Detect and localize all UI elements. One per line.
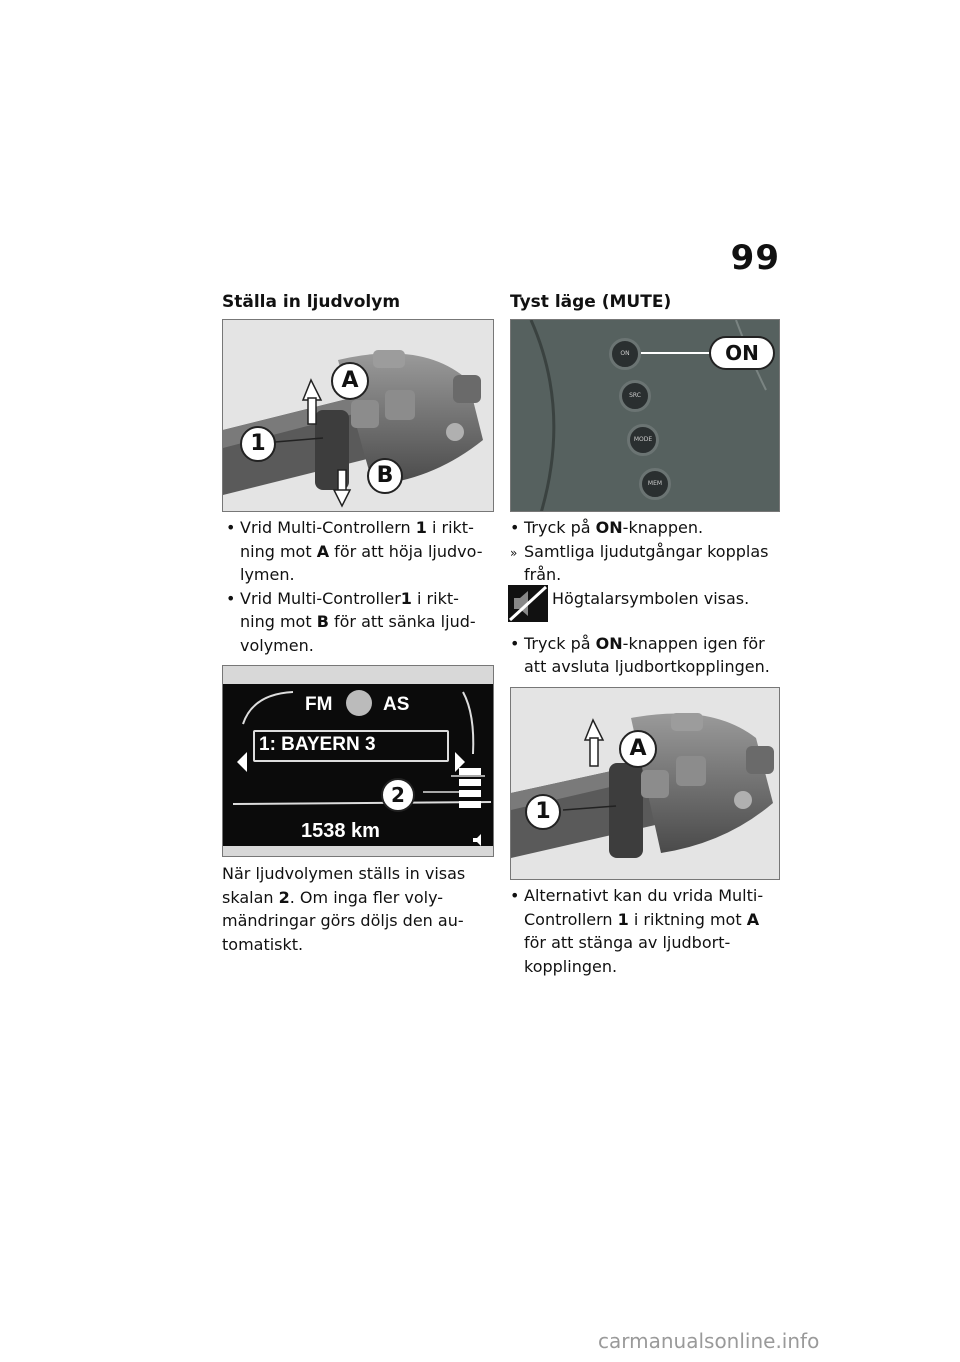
text: Tryck på [524,633,596,653]
line [226,634,482,658]
line [226,563,482,587]
section-heading-mute: Tyst läge (MUTE) [510,292,672,312]
text: tomatiskt. [222,934,304,954]
button-panel-figure [510,319,780,512]
page-number: 99 [730,238,780,278]
text: från. [524,565,562,584]
display-screen [223,684,494,846]
section-heading-volume: Ställa in ljudvolym [222,292,401,312]
text: mändringar görs döljs den au- [222,911,464,930]
text: i rikt- [426,518,474,537]
line [510,563,770,587]
spacer [510,610,770,634]
text: i rikt- [411,588,459,608]
callout-a: A [331,362,369,400]
text: Högtalarsymbolen visas. [552,588,750,608]
station-name: 1: BAYERN 3 [259,734,376,755]
result-arrow-icon: » [510,545,518,560]
bullet-icon: • [510,518,520,537]
ref-2: 2 [278,887,290,907]
text: skalan [222,887,279,907]
text: Controllern [524,909,618,929]
callout-1: 1 [525,794,561,830]
on-button[interactable]: ON [609,338,641,370]
line [222,909,465,933]
text: att avsluta ljudbortkopplingen. [524,657,770,676]
text: ning mot [240,541,317,561]
result-line [510,540,770,564]
line [510,655,770,679]
handlebar-controller-figure-2 [510,687,780,880]
line [510,955,763,979]
watermark: carmanualsonline.info [598,1329,820,1353]
text: volymen. [240,635,314,655]
text: i riktning mot [628,909,747,929]
bullet-icon: • [510,633,520,653]
bullet-icon: • [226,518,236,537]
bullet-line [226,587,482,611]
text: lymen. [240,565,295,584]
traffic-icon [346,690,372,716]
callout-2: 2 [381,778,415,812]
mem-button[interactable]: MEM [639,468,671,500]
text: När ljudvolymen ställs in visas [222,864,466,883]
bullet-icon: • [510,886,520,905]
text: kopplingen. [524,956,618,976]
line [226,610,482,634]
line [222,933,465,957]
bullet-line [226,516,482,540]
line [226,540,482,564]
text: Vrid Multi-Controller [240,588,401,608]
ref-on: ON [595,633,623,653]
volume-instructions [226,516,482,657]
line [510,587,770,611]
ref-b: B [316,612,329,631]
text: för att höja ljudvo- [329,541,483,561]
text: Samtliga ljudutgångar kopplas [524,541,769,561]
volume-scale-note [222,862,465,956]
alternative-instructions [510,884,763,978]
text: för att sänka ljud- [328,612,476,631]
text: Vrid Multi-Controllern [240,518,416,537]
radio-display-figure [222,665,494,857]
ref-1: 1 [415,518,427,537]
mode-button[interactable]: MODE [627,424,659,456]
bullet-line [510,632,770,656]
ref-a: A [746,909,760,929]
on-callout: ON [709,336,775,370]
text: Tryck på [524,518,596,537]
text: -knappen. [622,518,704,537]
bullet-line [510,884,763,908]
callout-1: 1 [240,426,276,462]
line [222,886,465,910]
handlebar-illustration-2 [511,688,780,880]
as-label: AS [383,694,410,715]
src-button[interactable]: SRC [619,380,651,412]
band-label: FM [305,694,333,715]
handlebar-controller-figure [222,319,494,512]
handlebar-illustration [223,320,494,512]
text: Alternativt kan du vrida Multi- [524,886,764,905]
callout-b: B [367,458,403,494]
text: -knappen igen för [622,633,765,653]
bullet-icon: • [226,588,236,608]
line [222,862,465,886]
callout-a: A [619,730,657,768]
distance-readout: 1538 km [301,820,380,842]
line [510,931,763,955]
text: ning mot [240,612,317,631]
line [510,908,763,932]
ref-1: 1 [400,588,412,608]
bullet-line [510,516,770,540]
ref-a: A [316,541,330,561]
mute-instructions [510,516,770,679]
text: . Om inga fler voly- [289,887,444,907]
speaker-muted-icon [508,585,548,622]
ref-on: ON [595,518,623,537]
ref-1: 1 [617,909,629,929]
text: för att stänga av ljudbort- [524,933,731,952]
